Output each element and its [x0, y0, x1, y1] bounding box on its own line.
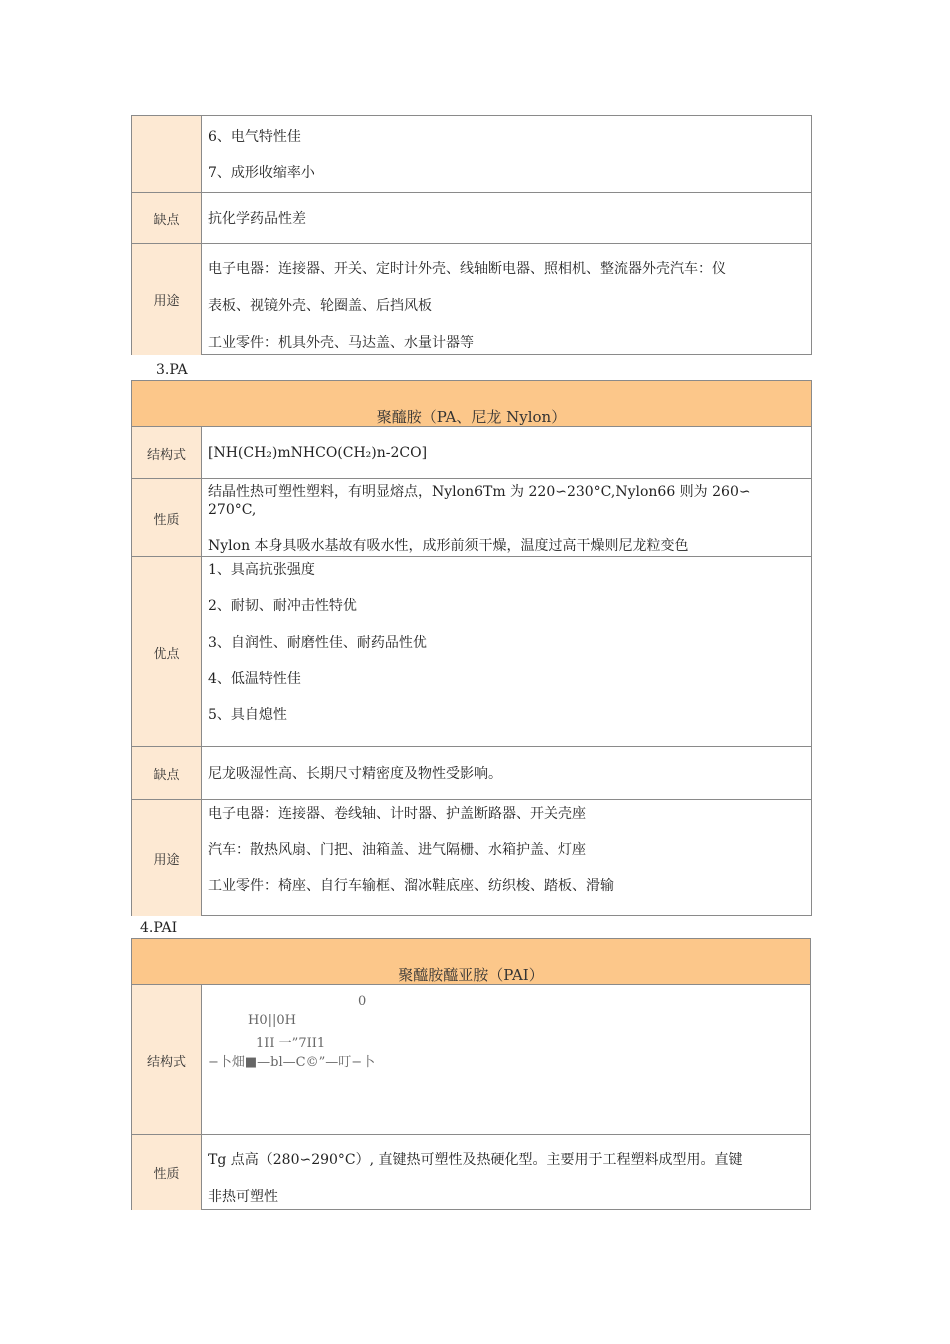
- content-line: 5、具自熄性: [208, 707, 287, 723]
- pa-table: [131, 380, 812, 916]
- formula-fragment: −卜畑■—bl—C©”—叮−卜: [208, 1055, 376, 1070]
- row-label: 用途: [132, 244, 202, 355]
- content-line: 1、具高抗张强度: [208, 562, 315, 578]
- content-line: [NH(CH₂)mNHCO(CH₂)n-2CO]: [208, 445, 428, 461]
- content-line: 结晶性热可塑性塑料，有明显熔点，Nylon6Tm 为 220∽230°C,Nylon66 则为 260∽: [208, 484, 751, 500]
- content-line: 抗化学药品性差: [208, 211, 306, 227]
- content-line: 汽车：散热风扇、门把、油箱盖、进气隔栅、水箱护盖、灯座: [208, 842, 586, 858]
- row-label: 缺点: [132, 747, 202, 800]
- content-line: 尼龙吸湿性高、长期尺寸精密度及物性受影响。: [208, 766, 502, 782]
- content-line: Tg 点高（280∽290°C）, 直键热可塑性及热硬化型。主要用于工程塑料成型用。直键: [208, 1152, 743, 1168]
- content-line: 6、电气特性佳: [208, 129, 301, 145]
- section-heading-pa: 3.PA: [156, 362, 188, 378]
- table-row: [132, 1134, 810, 1210]
- content-line: 4、低温特性佳: [208, 671, 301, 687]
- content-line: Nylon 本身具吸水基故有吸水性，成形前须干燥，温度过高干燥则尼龙粒变色: [208, 538, 689, 554]
- content-line: 电子电器：连接器、卷线轴、计时器、护盖断路器、开关壳座: [208, 806, 586, 822]
- formula-fragment: 0: [358, 994, 367, 1009]
- table-row: [132, 243, 811, 355]
- content-line: 工业零件：机具外壳、马达盖、水量计器等: [208, 335, 474, 351]
- content-line: 非热可塑性: [208, 1189, 278, 1205]
- table-row: [132, 746, 811, 800]
- table-row: [132, 478, 811, 557]
- table-row: [132, 984, 810, 1135]
- row-label: 用途: [132, 800, 202, 916]
- row-label: 性质: [132, 479, 202, 557]
- content-line: 2、耐韧、耐冲击性特优: [208, 598, 357, 614]
- row-label: 结构式: [132, 985, 202, 1135]
- table-title: 聚醯胺醯亚胺（PAI）: [132, 939, 810, 984]
- table-row: [132, 116, 811, 193]
- row-label: 优点: [132, 557, 202, 747]
- content-line: 工业零件：椅座、自行车输框、溜冰鞋底座、纺织梭、踏板、滑输: [208, 878, 614, 894]
- formula-fragment: 1II 一”7II1: [256, 1036, 326, 1051]
- table-row: [132, 426, 811, 479]
- table-title: 聚醯胺（PA、尼龙 Nylon）: [132, 381, 811, 426]
- content-line: 7、成形收缩率小: [208, 165, 315, 181]
- pai-table: [131, 938, 811, 1210]
- row-label-empty: [132, 116, 202, 193]
- table-row: [132, 192, 811, 243]
- properties-table-continued: [131, 115, 812, 355]
- content-line: 3、自润性、耐磨性佳、耐药品性优: [208, 635, 427, 651]
- section-heading-pai: 4.PAI: [140, 920, 178, 936]
- content-line: 电子电器：连接器、开关、定时计外壳、线轴断电器、照相机、整流器外壳汽车：仪: [208, 261, 726, 277]
- content-line: 表板、视镜外壳、轮圈盖、后挡风板: [208, 298, 432, 314]
- content-line: 270°C,: [208, 502, 257, 518]
- row-label: 缺点: [132, 193, 202, 243]
- table-row: [132, 556, 811, 747]
- table-row: [132, 799, 811, 916]
- formula-fragment: H0||0H: [248, 1013, 296, 1028]
- row-label: 结构式: [132, 427, 202, 479]
- row-label: 性质: [132, 1135, 202, 1210]
